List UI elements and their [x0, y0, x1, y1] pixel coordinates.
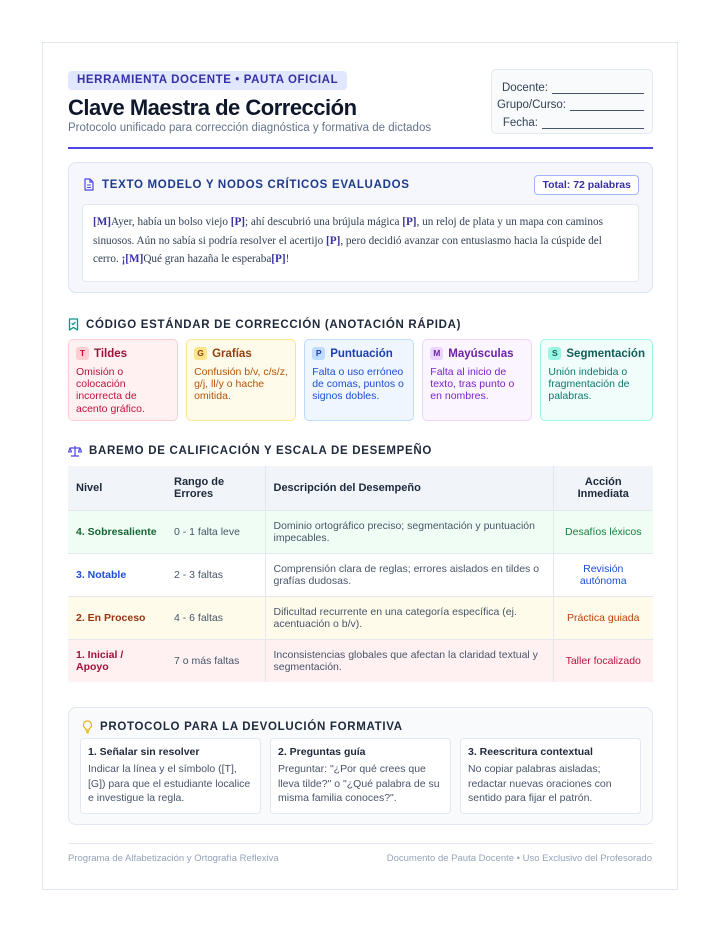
model-heading-text: TEXTO MODELO Y NODOS CRÍTICOS EVALUADOS: [102, 178, 410, 191]
group-field[interactable]: [492, 94, 644, 112]
protocol-section-heading: [82, 720, 403, 734]
document-page: [42, 42, 678, 890]
lightbulb-icon: [82, 720, 93, 734]
group-blank-line[interactable]: [570, 100, 644, 111]
code-description: Unión indebida o fragmentación de palabras.: [548, 366, 630, 403]
code-name: Mayúsculas: [448, 347, 514, 360]
code-letter: T: [76, 347, 89, 360]
code-letter: G: [194, 347, 207, 360]
description-cell: Dominio ortográfico preciso; segmentación y puntuación impecables.: [265, 510, 553, 553]
scale-icon: [68, 445, 82, 457]
code-description: Falta al inicio de texto, tras punto o en nombres.: [430, 366, 515, 403]
action-cell: Revisión autónoma: [553, 553, 653, 596]
rubric-heading-text: BAREMO DE CALIFICACIÓN Y ESCALA DE DESEMPEÑO: [89, 445, 433, 457]
code-description: Omisión o colocación incorrecta de acento gráfico.: [76, 366, 145, 415]
teacher-blank-line[interactable]: [552, 83, 644, 94]
step-description: Indicar la línea y el símbolo ([T], [G]) para que el estudiante localice e investigue la regla.: [88, 763, 251, 804]
code-card-segmentacion: [540, 339, 653, 421]
code-letter: M: [430, 347, 443, 360]
document-icon: [83, 178, 95, 191]
header-divider: [68, 147, 653, 149]
column-header: Descripción del Desempeño: [265, 466, 553, 510]
model-text-card: [68, 162, 653, 293]
feedback-protocol-card: [68, 707, 653, 825]
description-cell: Comprensión clara de reglas; errores aislados en tildes o grafías dudosas.: [265, 553, 553, 596]
description-cell: Dificultad recurrente en una categoría específica (ej. acentuación o b/v).: [265, 596, 553, 639]
teacher-field[interactable]: [492, 76, 644, 94]
code-card-grafias: [186, 339, 296, 421]
range-cell: 2 - 3 faltas: [166, 553, 265, 596]
protocol-step: [270, 738, 451, 814]
page-title: Clave Maestra de Corrección: [68, 95, 357, 120]
model-section-heading: [83, 178, 410, 191]
code-name: Tildes: [94, 347, 128, 360]
tool-badge: HERRAMIENTA DOCENTE • PAUTA OFICIAL: [68, 71, 347, 90]
table-row: [68, 510, 653, 553]
step-description: Preguntar: "¿Por qué crees que lleva tilde?" o "¿Qué palabra de su misma familia conoces?".: [278, 763, 440, 804]
action-cell: Desafíos léxicos: [553, 510, 653, 553]
step-title: 2. Preguntas guía: [278, 746, 366, 758]
date-blank-line[interactable]: [542, 118, 644, 129]
code-letter: S: [548, 347, 561, 360]
footer-document-note: Documento de Pauta Docente • Uso Exclusivo del Profesorado: [386, 853, 652, 864]
table-row: [68, 553, 653, 596]
protocol-step: [80, 738, 261, 814]
critical-node-marker: [M]: [93, 216, 112, 228]
critical-node-marker: [P]: [230, 216, 246, 228]
code-card-puntuacion: [304, 339, 414, 421]
step-title: 1. Señalar sin resolver: [88, 746, 200, 758]
codes-heading-text: CÓDIGO ESTÁNDAR DE CORRECCIÓN (ANOTACIÓN RÁPIDA): [86, 318, 462, 331]
critical-node-marker: [P]: [271, 253, 286, 265]
protocol-step: [460, 738, 641, 814]
code-card-mayusculas: [422, 339, 532, 421]
code-name: Grafías: [212, 347, 252, 360]
action-cell: Taller focalizado: [553, 639, 653, 682]
protocol-heading-text: PROTOCOLO PARA LA DEVOLUCIÓN FORMATIVA: [100, 721, 403, 733]
code-letter: P: [312, 347, 325, 360]
action-cell: Práctica guiada: [553, 596, 653, 639]
critical-node-marker: [P]: [402, 216, 417, 228]
rubric-section-heading: [68, 445, 432, 457]
teacher-info-box: [491, 69, 653, 134]
teacher-label: Docente:: [501, 81, 548, 94]
column-header: Acción Inmediata: [553, 466, 653, 510]
critical-node-marker: [P]: [326, 234, 341, 247]
code-description: Confusión b/v, c/s/z, g/j, ll/y o hache omitida.: [194, 366, 288, 403]
bookmark-icon: [68, 318, 79, 331]
code-card-tildes: [68, 339, 178, 421]
table-header-row: [68, 466, 653, 510]
range-cell: 0 - 1 falta leve: [166, 510, 265, 553]
date-field[interactable]: [492, 111, 644, 129]
step-title: 3. Reescritura contextual: [468, 746, 593, 758]
word-count-badge: Total: 72 palabras: [534, 175, 639, 195]
range-cell: 7 o más faltas: [174, 654, 240, 667]
rubric-table: [68, 466, 653, 682]
table-row: [68, 639, 653, 682]
level-cell: 4. Sobresaliente: [68, 510, 166, 553]
group-label: Grupo/Curso:: [496, 99, 566, 111]
column-header: Nivel: [68, 466, 166, 510]
model-text-body: [M]Ayer, había un bolso viejo [P]; ahí descubrió una brújula mágica [P], un reloj de plata y un mapa con caminos sinuosos. Aún no sabía si podría resolver el acertijo [P], pero decidió avanzar con entusiasmo hacia la cúspide del cerro. ¡[M]Qué gran hazaña le esperaba[P]!: [82, 204, 639, 282]
column-header: Rango de Errores: [166, 466, 265, 510]
footer-divider: [68, 843, 653, 844]
range-cell: 4 - 6 faltas: [166, 596, 265, 639]
description-cell: Inconsistencias globales que afectan la claridad textual y segmentación.: [265, 639, 553, 682]
step-description: No copiar palabras aisladas; redactar nuevas oraciones con sentido para fijar el patrón.: [468, 763, 612, 804]
correction-code-grid: [68, 339, 653, 421]
page-subtitle: Protocolo unificado para corrección diagnóstica y formativa de dictados: [68, 122, 432, 134]
footer-program: Programa de Alfabetización y Ortografía Reflexiva: [68, 853, 279, 864]
codes-section-heading: [68, 318, 461, 331]
code-name: Puntuación: [330, 347, 393, 360]
table-row: [68, 596, 653, 639]
level-cell: 1. Inicial / Apoyo: [76, 648, 124, 673]
date-label: Fecha:: [502, 116, 538, 129]
critical-node-marker: ¡[M]: [121, 253, 144, 265]
protocol-steps: [80, 738, 641, 814]
code-name: Segmentación: [566, 347, 645, 360]
level-cell: 2. En Proceso: [68, 596, 166, 639]
level-cell: 3. Notable: [68, 553, 166, 596]
code-description: Falta o uso erróneo de comas, puntos o signos dobles.: [312, 366, 404, 403]
